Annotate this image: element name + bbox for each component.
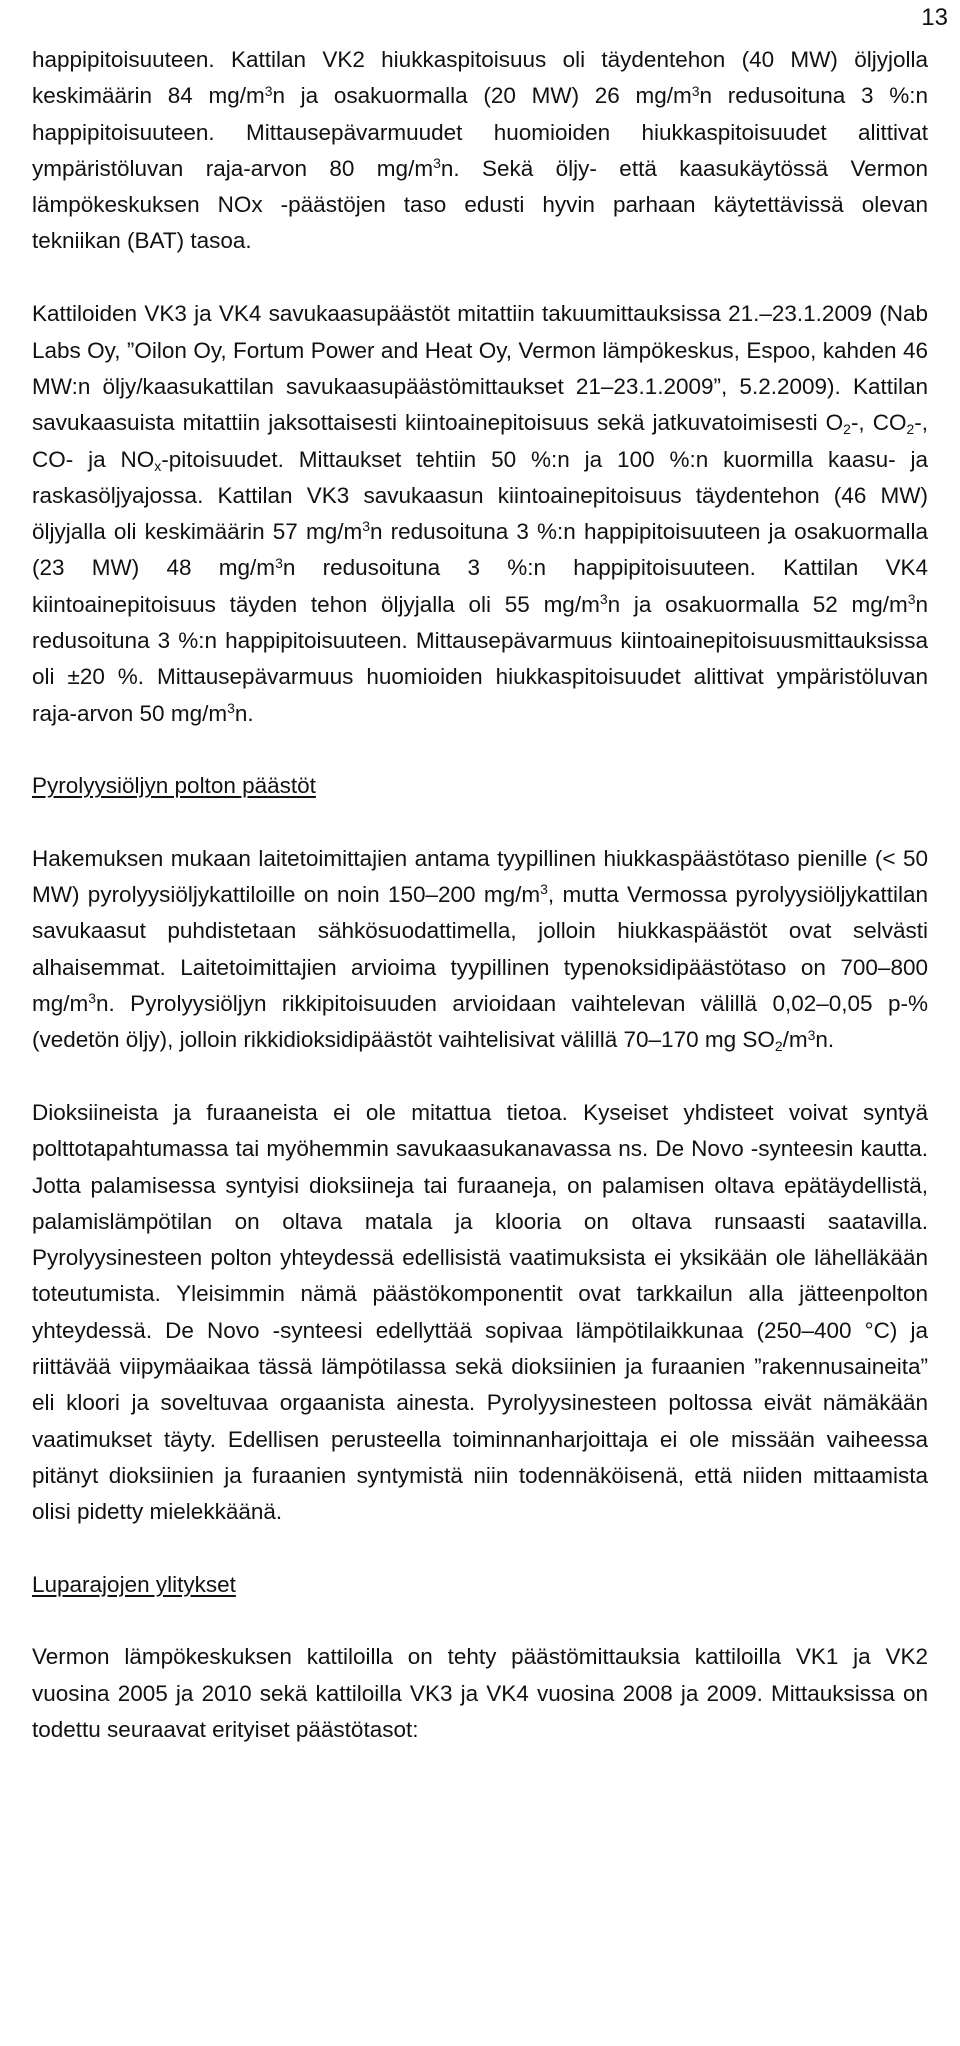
paragraph-measurement-history: Vermon lämpökeskuksen kattiloilla on tehty päästömittauksia kattiloilla VK1 ja VK2 vuosina 2005 ja 2010 sekä kattiloilla VK3 ja VK4 vuosina 2008 ja 2009. Mittauksissa on todettu seuraavat erityiset päästötasot: [32,1644,928,1742]
paragraph-vk3-vk4-measurements: Kattiloiden VK3 ja VK4 savukaasupäästöt mitattiin takuumittauksissa 21.–23.1.2009 (Nab Labs Oy, ”Oilon Oy, Fortum Power and Heat Oy, Vermon lämpökeskus, Espoo, kahden 46 MW:n öljy/kaasukattilan savukaasupäästömittaukset 21–23.1.2009”, 5.2.2009). Kattilan savukaasuista mitattiin jaksottaisesti kiintoainepitoisuus sekä jatkuvatoimisesti $O_2-$, $CO_2-$, CO- ja $NO_x$-pitoisuudet. Mittaukset tehtiin 50 %:n ja 100 %:n kuormilla kaasu- ja raskasöljyajossa. Kattilan VK3 savukaasun kiintoainepitoisuus täydentehon (46 MW) öljyjalla oli keskimäärin 57 $mg/m^3n$ redusoituna 3 %:n happipitoisuuteen ja osakuormalla (23 MW) 48 $mg/m^3n$ redusoituna 3 %:n happipitoisuuteen. Kattilan VK4 kiintoainepitoisuus täyden tehon öljyjalla oli 55 $mg/m^3n$ ja osakuormalla 52 $mg/m^3n$ redusoituna 3 %:n happipitoisuuteen. Mittausepävarmuus kiintoainepitoisuusmittauksissa oli ±20 %. Mittausepävarmuus huomioiden hiukkaspitoisuudet alittivat ympäristöluvan raja-arvon 50 $mg/m^3n$. [32,301,929,726]
section-heading-pyrolysis: Pyrolyysiöljyn polton päästöt [32,773,316,799]
document-body [32,42,928,1748]
paragraph-vk2-emissions: happipitoisuuteen. Kattilan VK2 hiukkaspitoisuus oli täydentehon (40 MW) öljyjolla keskimäärin 84 $mg/m^3n$ ja osakuormalla (20 MW) 26 $mg/m^3n$ redusoituna 3 %:n happipitoisuuteen. Mittausepävarmuudet huomioiden hiukkaspitoisuudet alittivat ympäristöluvan raja-arvon 80 $mg/m^3n$. Sekä öljy- että kaasukäytössä Vermon lämpökeskuksen NOx -päästöjen taso edusti hyvin parhaan käytettävissä olevan tekniikan (BAT) tasoa. [32,47,928,254]
paragraph-dioxins-furans: Dioksiineista ja furaaneista ei ole mitattua tietoa. Kyseiset yhdisteet voivat syntyä polttotapahtumassa tai myöhemmin savukaasukanavassa ns. De Novo -synteesin kautta. Jotta palamisessa syntyisi dioksiineja tai furaaneja, on palamisen oltava epätäydellistä, palamislämpötilan on oltava matala ja klooria on oltava runsaasti saatavilla. Pyrolyysinesteen polton yhteydessä edellisistä vaatimuksista ei yksikään ole lähelläkään toteutumista. Yleisimmin nämä päästökomponentit ovat tarkkailun alla jätteenpolton yhteydessä. De Novo -synteesi edellyttää sopivaa lämpötilaikkunaa (250–400 °C) ja riittävää viipymäaikaa tässä lämpötilassa sekä dioksiinien ja furaanien ”rakennusaineita” eli kloori ja soveltuvaa orgaanista ainesta. Pyrolyysinesteen poltossa eivät nämäkään vaatimukset täyty. Edellisen perusteella toiminnanharjoittaja ei ole missään vaiheessa pitänyt dioksiinien ja furaanien syntymistä niin todennäköisenä, että niiden mittaamista olisi pidetty mielekkäänä. [32,1099,928,1525]
page-number: 13 [921,4,948,31]
paragraph-pyrolysis-emissions: Hakemuksen mukaan laitetoimittajien antama tyypillinen hiukkaspäästötaso pienille (< 50 MW) pyrolyysiöljykattiloille on noin 150–200 $mg/m^3$, mutta Vermossa pyrolyysiöljykattilan savukaasut puhdistetaan sähkösuodattimella, jolloin hiukkaspäästöt ovat selvästi alhaisemmat. Laitetoimittajien arvioima tyypillinen typenoksidipäästötaso on 700–800 $mg/m^3n$. Pyrolyysiöljyn rikkipitoisuuden arvioidaan vaihtelevan välillä 0,02–0,05 p-% (vedetön öljy), jolloin rikkidioksidipäästöt vaihtelisivat välillä 70–170 mg $SO_2/m^3n$. [32,845,929,1055]
section-heading-permit-exceedances: Luparajojen ylitykset [32,1571,236,1597]
